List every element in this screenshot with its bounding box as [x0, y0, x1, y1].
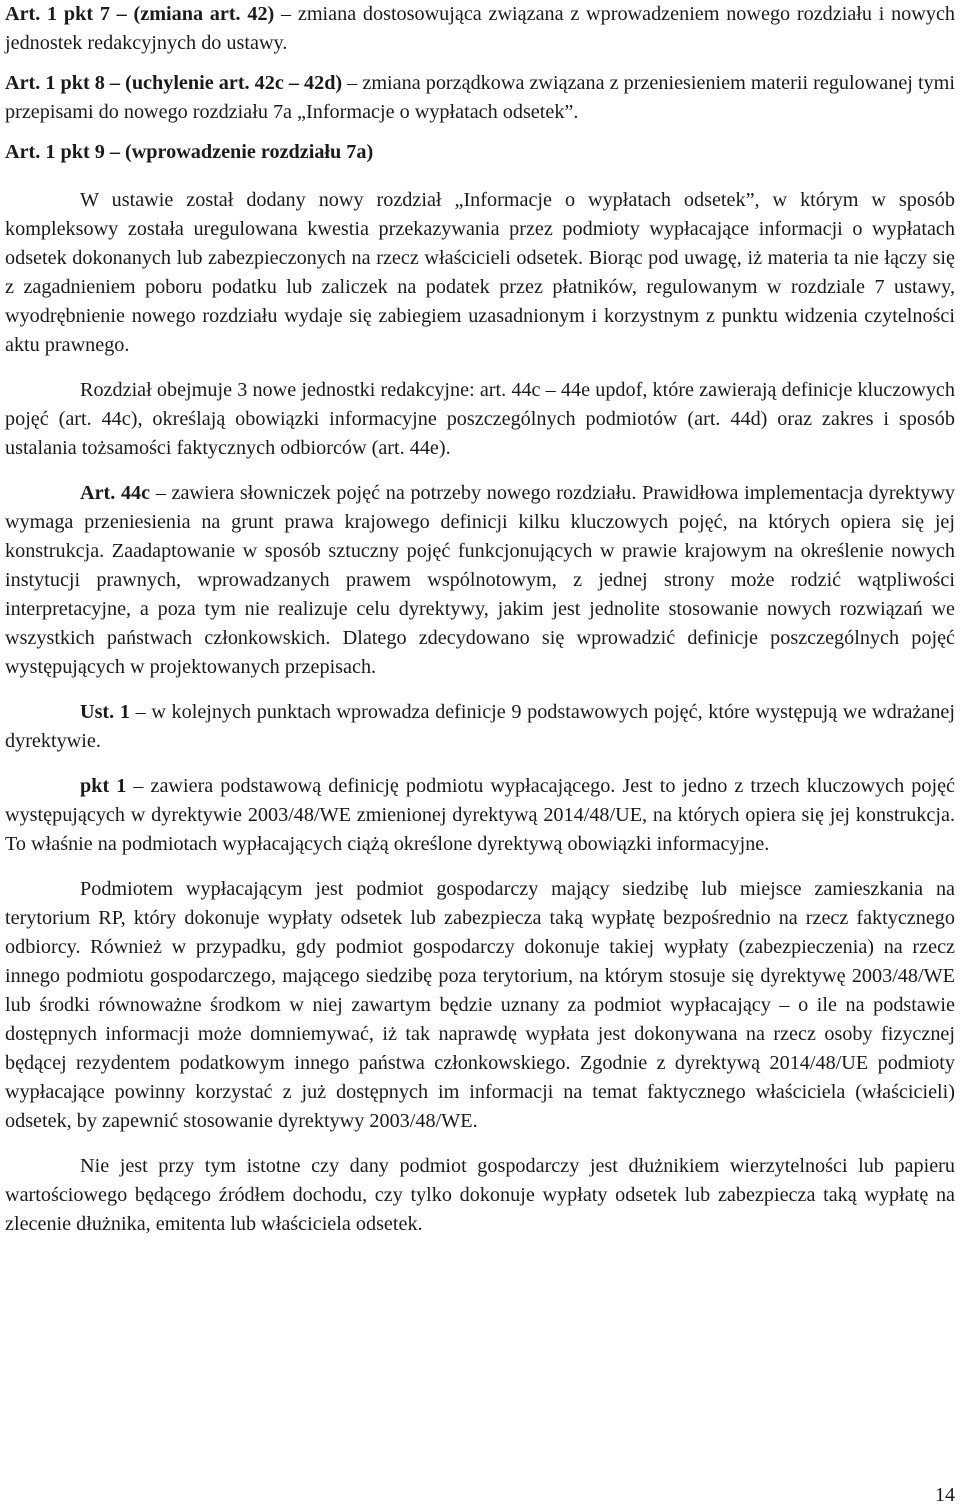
paragraph-text: – zawiera podstawową definicję podmiotu wypłacającego. Jest to jedno z trzech kluczowych pojęć występujących w dyrektywie 2003/48/WE zmienionej dyrektywą 2014/48/UE, na których opiera się jej konstrukcja. To właśnie na podmiotach wypłacających ciążą określone dyrektywą obowiązki informacyjne. [5, 775, 955, 855]
paragraph-art1-pkt9-heading [5, 138, 955, 167]
paragraph-text: – zmiana dostosowująca związana z wprowadzeniem nowego rozdziału i nowych jednostek redakcyjnych do ustawy. [5, 3, 955, 54]
paragraph-pkt1 [5, 772, 955, 859]
paragraph-ust1 [5, 698, 955, 756]
paragraph-art1-pkt8 [5, 69, 955, 127]
paragraph-art44c [5, 479, 955, 682]
paragraph-heading: Art. 1 pkt 8 – (uchylenie art. 42c – 42d) [5, 72, 343, 94]
paragraph-text: – zawiera słowniczek pojęć na potrzeby nowego rozdziału. Prawidłowa implementacja dyrektywy wymaga przeniesienia na grunt prawa krajowego definicji kilku kluczowych pojęć, na których opiera się jej konstrukcja. Zaadaptowanie w sposób sztuczny pojęć funkcjonujących w prawie krajowym na określenie nowych instytucji prawnych, wprowadzanych prawem wspólnotowym, z jednej strony może rodzić wątpliwości interpretacyjne, a poza tym nie realizuje celu dyrektywy, jakim jest jednolite stosowanie nowych rozwiązań we wszystkich państwach członkowskich. Dlatego zdecydowano się wprowadzić definicje poszczególnych pojęć występujących w projektowanych przepisach. [5, 482, 955, 678]
paragraph-heading: Ust. 1 [80, 701, 130, 723]
paragraph-paying-agent [5, 875, 955, 1136]
paragraph-chapter-scope [5, 376, 955, 463]
paragraph-text: Rozdział obejmuje 3 nowe jednostki redakcyjne: art. 44c – 44e updof, które zawierają definicje kluczowych pojęć (art. 44c), określają obowiązki informacyjne poszczególnych podmiotów (art. 44d) oraz zakres i sposób ustalania tożsamości faktycznych odbiorców (art. 44e). [5, 379, 955, 459]
paragraph-new-chapter [5, 186, 955, 360]
paragraph-debtor [5, 1152, 955, 1239]
paragraph-heading: Art. 44c [80, 482, 151, 504]
paragraph-heading: Art. 1 pkt 7 – (zmiana art. 42) [5, 3, 275, 25]
paragraph-text: Nie jest przy tym istotne czy dany podmiot gospodarczy jest dłużnikiem wierzytelności lub papieru wartościowego będącego źródłem dochodu, czy tylko dokonuje wypłaty odsetek lub zabezpiecza taką wypłatę na zlecenie dłużnika, emitenta lub właściciela odsetek. [5, 1155, 955, 1235]
paragraph-text: – zmiana porządkowa związana z przeniesieniem materii regulowanej tymi przepisami do nowego rozdziału 7a „Informacje o wypłatach odsetek”. [5, 72, 955, 123]
paragraph-text: Podmiotem wypłacającym jest podmiot gospodarczy mający siedzibę lub miejsce zamieszkania na terytorium RP, który dokonuje wypłaty odsetek lub zabezpiecza taką wypłatę bezpośrednio na rzecz faktycznego odbiorcy. Również w przypadku, gdy podmiot gospodarczy dokonuje takiej wypłaty (zabezpieczenia) na rzecz innego podmiotu gospodarczego, mającego siedzibę poza terytorium, na którym stosuje się dyrektywę 2003/48/WE lub środki równoważne środkom w niej zawartym będzie uznany za podmiot wypłacający – o ile na podstawie dostępnych informacji może domniemywać, iż tak naprawdę wypłata jest dokonywana na rzecz osoby fizycznej będącej rezydentem podatkowym innego państwa członkowskiego. Zgodnie z dyrektywą 2014/48/UE podmioty wypłacające powinny korzystać z już dostępnych im informacji na temat faktycznego właściciela (właścicieli) odsetek, by zapewnić stosowanie dyrektywy 2003/48/WE. [5, 878, 955, 1132]
paragraph-text: – w kolejnych punktach wprowadza definicje 9 podstawowych pojęć, które występują we wdrażanej dyrektywie. [5, 701, 955, 752]
paragraph-art1-pkt7 [5, 0, 955, 58]
paragraph-text: W ustawie został dodany nowy rozdział „Informacje o wypłatach odsetek”, w którym w sposób kompleksowy została uregulowana kwestia przekazywania przez podmioty wypłacające informacji o wypłatach odsetek dokonanych lub zabezpieczonych na rzecz właścicieli odsetek. Biorąc pod uwagę, iż materia ta nie łączy się z zagadnieniem poboru podatku lub zaliczek na podatek przez płatników, regulowanym w rozdziale 7 ustawy, wyodrębnienie nowego rozdziału wydaje się zabiegiem uzasadnionym i korzystnym z punktu widzenia czytelności aktu prawnego. [5, 189, 955, 356]
document-page [5, 0, 955, 1239]
paragraph-heading: Art. 1 pkt 9 – (wprowadzenie rozdziału 7a) [5, 141, 374, 163]
paragraph-heading: pkt 1 [80, 775, 127, 797]
page-number: 14 [935, 1484, 955, 1506]
